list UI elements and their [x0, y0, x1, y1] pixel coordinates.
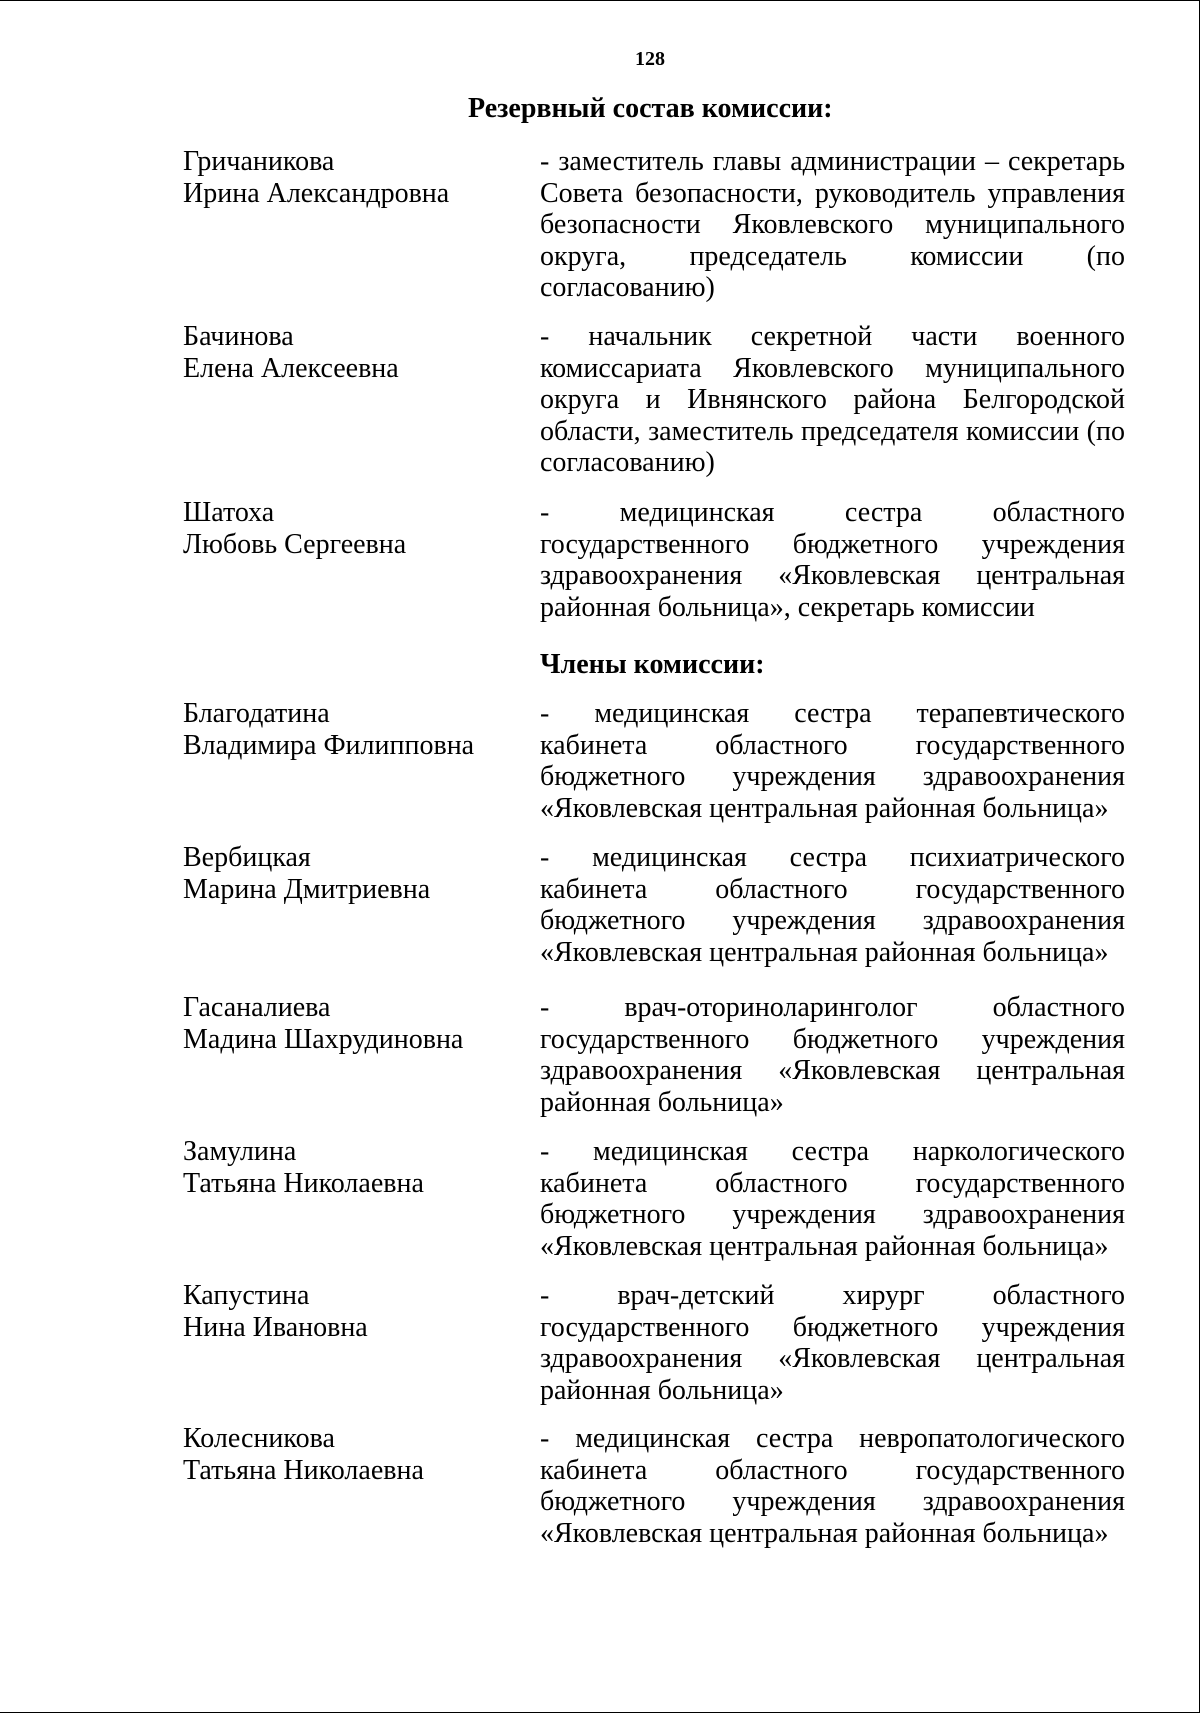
- person-role: - медицинская сестра терапевтического кабинета областного государственного бюджетного учреждения здравоохранения «Яковлевская центральная районная больница»: [540, 698, 1125, 824]
- page-number: 128: [635, 48, 665, 70]
- reserve-heading: Резервный состав комиссии:: [468, 93, 833, 124]
- person-given-name: Елена Алексеевна: [183, 352, 399, 384]
- person-surname: Шатоха: [183, 497, 275, 528]
- person-given-name: Татьяна Николаевна: [183, 1167, 424, 1199]
- person-given-name: Марина Дмитриевна: [183, 873, 431, 905]
- person-given-name: Нина Ивановна: [183, 1311, 368, 1343]
- person-given-name: Любовь Сергеевна: [183, 528, 407, 560]
- person-name: [183, 842, 513, 905]
- person-role: - врач-детский хирург областного государственного бюджетного учреждения здравоохранения «Яковлевская центральная районная больница»: [540, 1280, 1125, 1406]
- person-role: - начальник секретной части военного комиссариата Яковлевского муниципального округа и Ивнянского района Белгородской области, заместитель председателя комиссии (по согласованию): [540, 321, 1125, 479]
- person-role: - врач-оториноларинголог областного государственного бюджетного учреждения здравоохранения «Яковлевская центральная районная больница»: [540, 992, 1125, 1118]
- person-name: [183, 698, 513, 761]
- person-name: [183, 1423, 513, 1486]
- person-surname: Гасаналиева: [183, 992, 331, 1023]
- person-given-name: Владимира Филипповна: [183, 729, 475, 761]
- person-surname: Вербицкая: [183, 842, 311, 873]
- person-role: - медицинская сестра областного государственного бюджетного учреждения здравоохранения «Яковлевская центральная районная больница», секретарь комиссии: [540, 497, 1125, 623]
- person-role: - заместитель главы администрации – секретарь Совета безопасности, руководитель управления безопасности Яковлевского муниципального округа, председатель комиссии (по согласованию): [540, 146, 1125, 304]
- person-given-name: Мадина Шахрудиновна: [183, 1023, 464, 1055]
- person-surname: Колесникова: [183, 1423, 335, 1454]
- person-role: - медицинская сестра психиатрического кабинета областного государственного бюджетного учреждения здравоохранения «Яковлевская центральная районная больница»: [540, 842, 1125, 968]
- person-surname: Бачинова: [183, 321, 294, 352]
- person-name: [183, 146, 513, 209]
- person-name: [183, 497, 513, 560]
- members-heading: Члены комиссии:: [540, 649, 765, 680]
- person-surname: Капустина: [183, 1280, 310, 1311]
- person-surname: Замулина: [183, 1136, 297, 1167]
- person-role: - медицинская сестра невропатологического кабинета областного государственного бюджетного учреждения здравоохранения «Яковлевская центральная районная больница»: [540, 1423, 1125, 1549]
- person-given-name: Ирина Александровна: [183, 177, 450, 209]
- person-given-name: Татьяна Николаевна: [183, 1454, 424, 1486]
- person-name: [183, 321, 513, 384]
- person-surname: Гричаникова: [183, 146, 335, 177]
- person-surname: Благодатина: [183, 698, 330, 729]
- person-name: [183, 992, 513, 1055]
- person-role: - медицинская сестра наркологического кабинета областного государственного бюджетного учреждения здравоохранения «Яковлевская центральная районная больница»: [540, 1136, 1125, 1262]
- person-name: [183, 1280, 513, 1343]
- person-name: [183, 1136, 513, 1199]
